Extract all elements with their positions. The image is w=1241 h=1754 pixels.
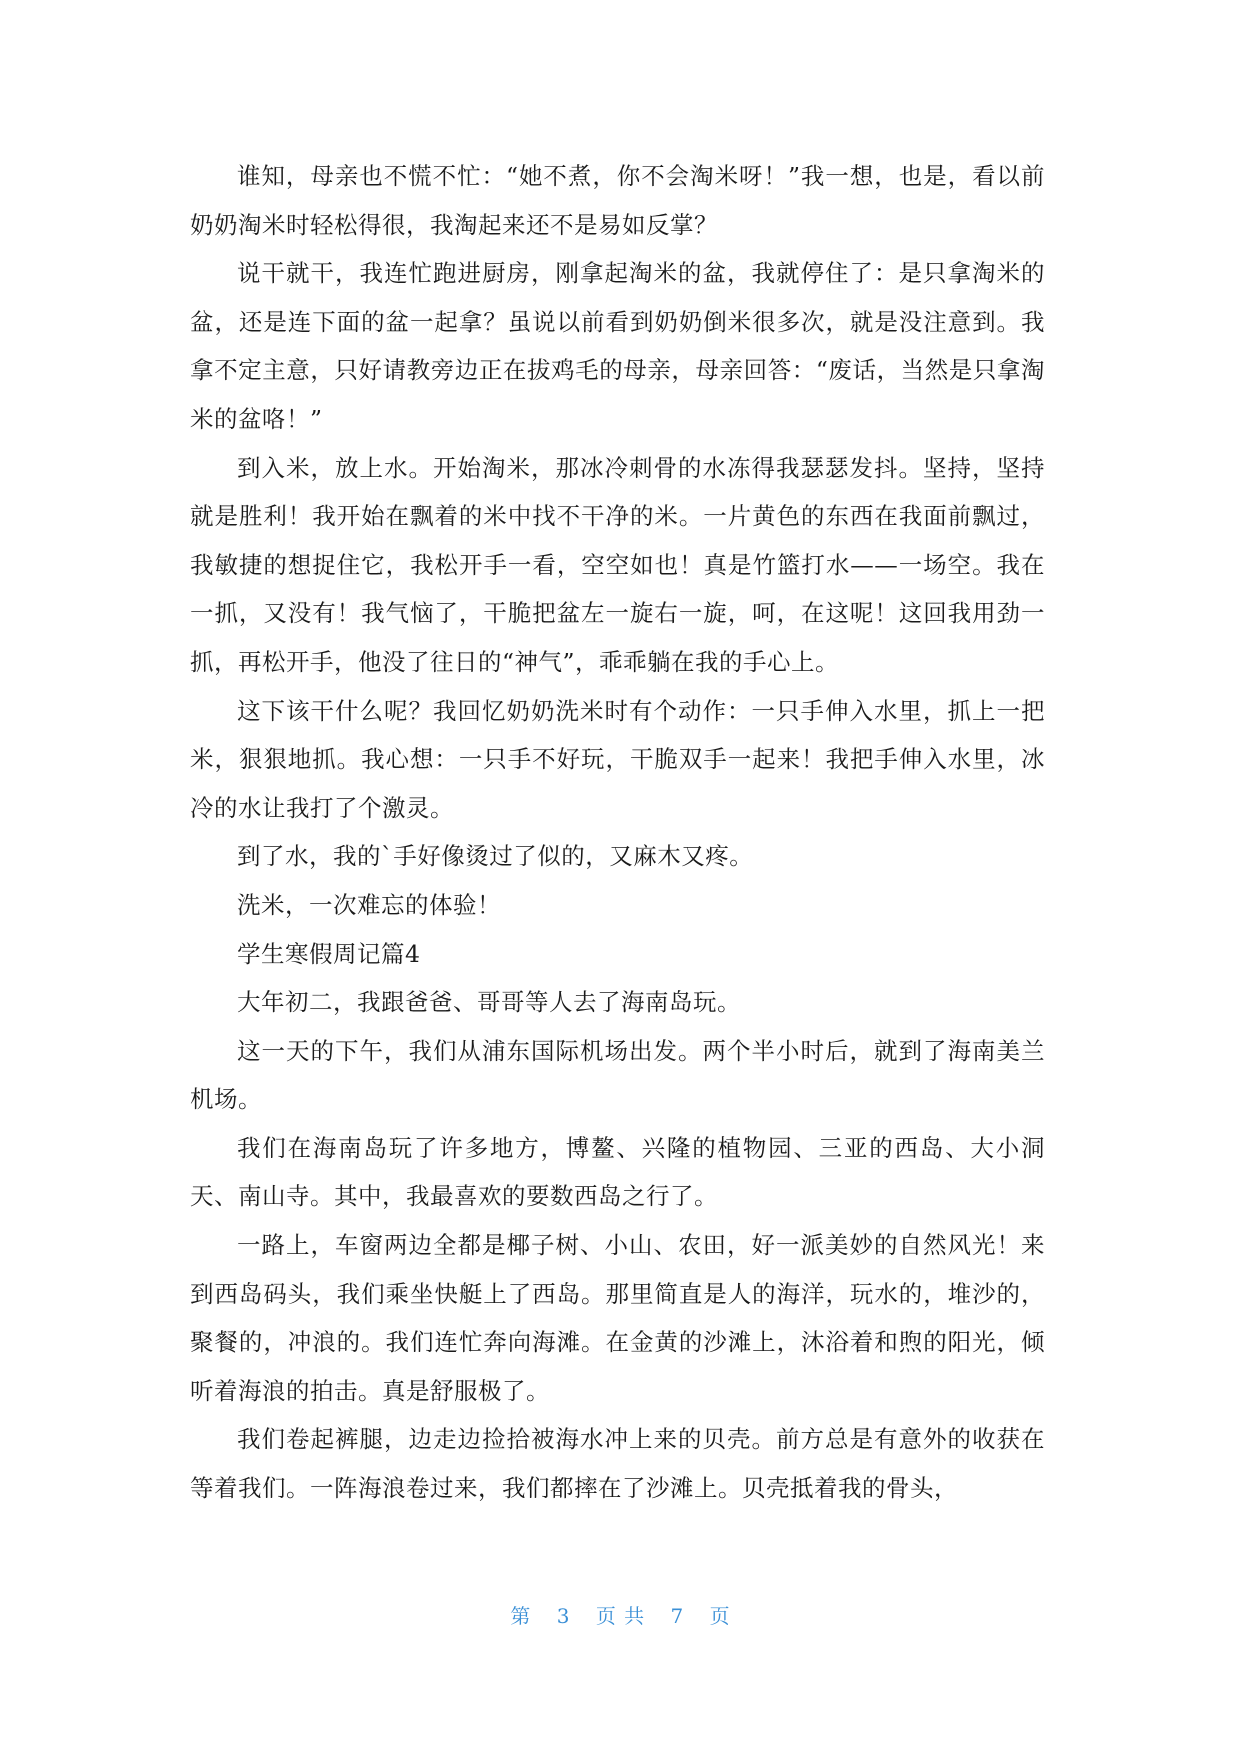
- document-body: [190, 152, 1045, 1513]
- paragraph: 到入米，放上水。开始淘米，那冰冷刺骨的水冻得我瑟瑟发抖。坚持，坚持就是胜利！我开始在飘着的米中找不干净的米。一片黄色的东西在我面前飘过，我敏捷的想捉住它，我松开手一看，空空如也！真是竹篮打水——一场空。我在一抓，又没有！我气恼了，干脆把盆左一旋右一旋，呵，在这呢！这回我用劲一抓，再松开手，他没了往日的“神气”，乖乖躺在我的手心上。: [190, 453, 1045, 676]
- footer-prefix: 第: [510, 1604, 532, 1628]
- paragraph: 到了水，我的`手好像烫过了似的，又麻木又疼。: [237, 842, 754, 871]
- paragraph: 大年初二，我跟爸爸、哥哥等人去了海南岛玩。: [237, 988, 741, 1017]
- paragraph: 这一天的下午，我们从浦东国际机场出发。两个半小时后，就到了海南美兰机场。: [190, 1036, 1045, 1114]
- paragraph: 我们在海南岛玩了许多地方，博鳌、兴隆的植物园、三亚的西岛、大小洞天、南山寺。其中，我最喜欢的要数西岛之行了。: [190, 1133, 1045, 1211]
- paragraph: 我们卷起裤腿，边走边捡拾被海水冲上来的贝壳。前方总是有意外的收获在等着我们。一阵海浪卷过来，我们都摔在了沙滩上。贝壳抵着我的骨头，: [190, 1425, 1045, 1503]
- paragraph: 一路上，车窗两边全都是椰子树、小山、农田，好一派美妙的自然风光！来到西岛码头，我们乘坐快艇上了西岛。那里简直是人的海洋，玩水的，堆沙的，聚餐的，冲浪的。我们连忙奔向海滩。在金黄的沙滩上，沐浴着和煦的阳光，倾听着海浪的拍击。真是舒服极了。: [190, 1231, 1045, 1405]
- footer-current-page: 3: [556, 1604, 571, 1628]
- paragraph: 谁知，母亲也不慌不忙：“她不煮，你不会淘米呀！”我一想，也是，看以前奶奶淘米时轻松得很，我淘起来还不是易如反掌？: [190, 162, 1045, 239]
- paragraph: 说干就干，我连忙跑进厨房，刚拿起淘米的盆，我就停住了：是只拿淘米的盆，还是连下面的盆一起拿？虽说以前看到奶奶倒米很多次，就是没注意到。我拿不定主意，只好请教旁边正在拔鸡毛的母亲，母亲回答：“废话，当然是只拿淘米的盆咯！”: [190, 259, 1045, 433]
- page-footer: [0, 1600, 1241, 1629]
- footer-middle: 页 共: [595, 1604, 646, 1628]
- footer-suffix: 页: [709, 1604, 731, 1628]
- paragraph: 洗米，一次难忘的体验！: [237, 890, 501, 919]
- paragraph: 这下该干什么呢？我回忆奶奶洗米时有个动作：一只手伸入水里，抓上一把米，狠狠地抓。我心想：一只手不好玩，干脆双手一起来！我把手伸入水里，冰冷的水让我打了个激灵。: [190, 696, 1045, 822]
- footer-total-pages: 7: [670, 1604, 685, 1628]
- section-heading: 学生寒假周记篇4: [237, 939, 421, 968]
